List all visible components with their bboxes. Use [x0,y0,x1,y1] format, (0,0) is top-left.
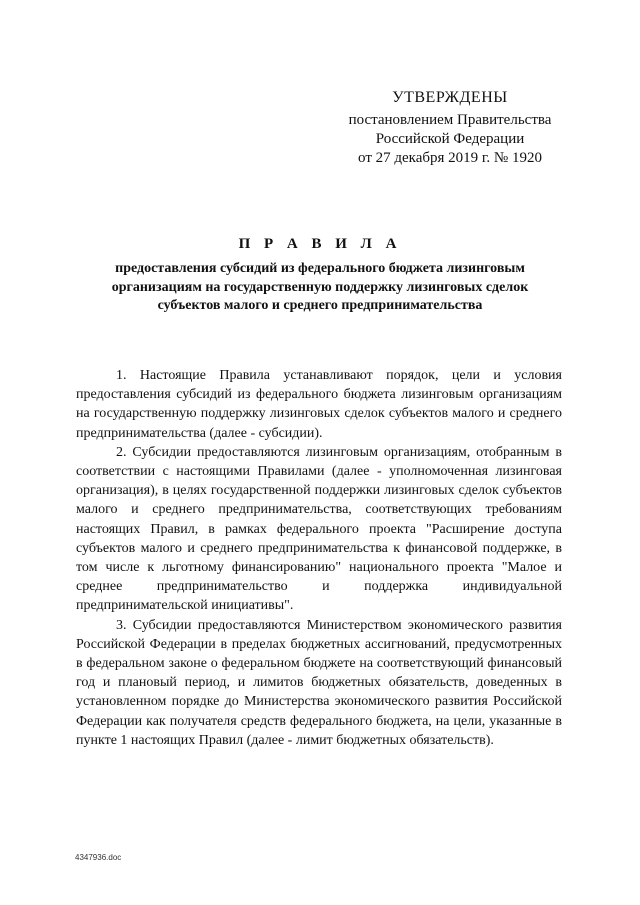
approval-line-3: от 27 декабря 2019 г. № 1920 [358,150,542,166]
paragraph-3: 3. Субсидии предоставляются Министерством экономического развития Российской Федерации в пределах бюджетных ассигнований, предусмотренных в федеральном законе о федеральном бюджете на соответствующий финансовый год и плановый период, и лимитов бюджетных обязательств, доведенных в установленном порядке до Министерства экономического развития Российской Федерации как получателя средств федерального бюджета, на цели, указанные в пункте 1 настоящих Правил (далее - лимит бюджетных обязательств). [76,617,562,748]
approval-block [330,88,570,168]
document-body [76,366,562,750]
file-name-footer: 4347936.doc [75,853,122,862]
approval-line-1: постановлением Правительства [348,112,552,128]
approval-heading: УТВЕРЖДЕНЫ [392,89,508,106]
document-title: П Р А В И Л А [238,236,402,252]
paragraph-2: 2. Субсидии предоставляются лизинговым организациям, отобранным в соответствии с настоящими Правилами (далее - уполномоченная лизинговая организация), в целях государственной поддержки лизинговых сделок субъектов малого и среднего предпринимательства, соответствующих требованиям настоящих Правил, в рамках федерального проекта "Расширение доступа субъектов малого и среднего предпринимательства к финансовой поддержке, в том числе к льготному финансированию" национального проекта "Малое и среднее предпринимательство и поддержка индивидуальной предпринимательской инициативы". [76,444,562,614]
approval-line-2: Российской Федерации [375,131,525,147]
paragraph-1: 1. Настоящие Правила устанавливают порядок, цели и условия предоставления субсидий из федерального бюджета лизинговым организациям на государственную поддержку лизинговых сделок субъектов малого и среднего предпринимательства (далее - субсидии). [76,368,562,441]
document-subtitle: предоставления субсидий из федерального бюджета лизинговым организациям на государственную поддержку лизинговых сделок субъектов малого и среднего предпринимательства [111,261,529,313]
